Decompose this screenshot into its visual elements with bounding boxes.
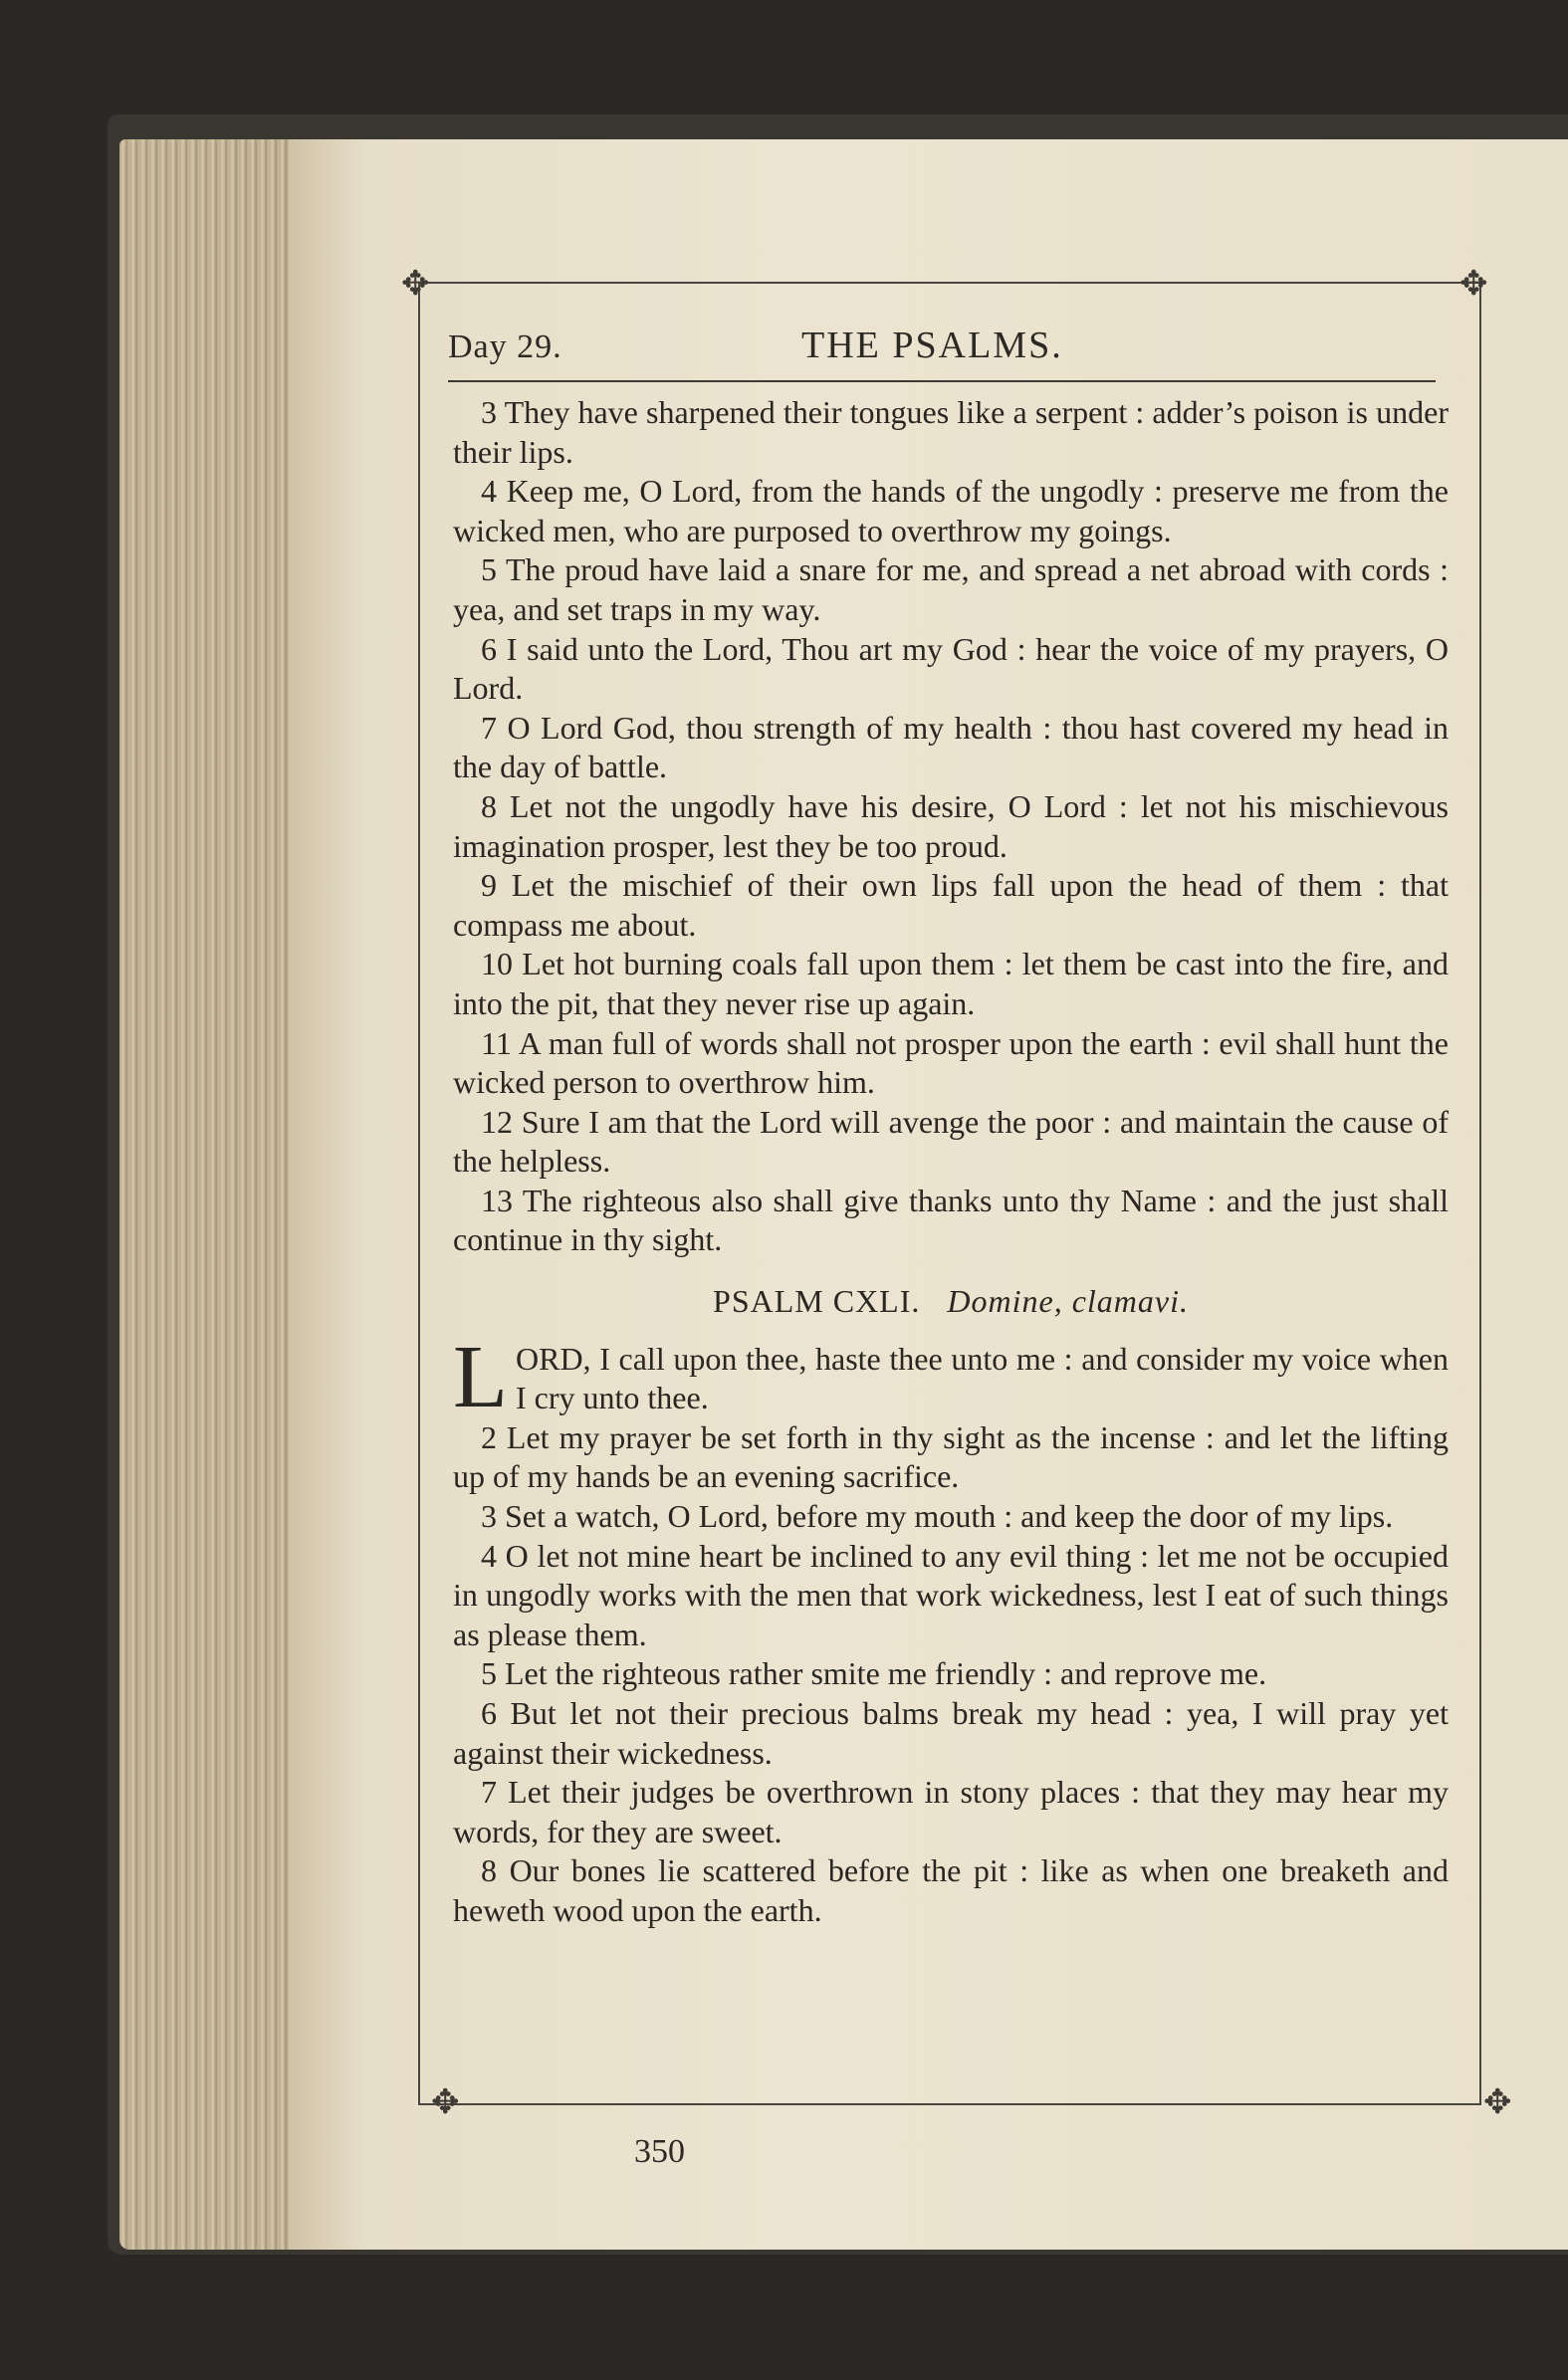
- verse: 5 The proud have laid a snare for me, and spread a net abroad with cords : yea, and set traps in my way.: [453, 551, 1449, 627]
- verse: 7 Let their judges be overthrown in stony places : that they may hear my words, for they are sweet.: [453, 1774, 1449, 1849]
- psalm-heading: [453, 1282, 1449, 1322]
- corner-ornament-icon: ✥: [401, 264, 430, 304]
- first-verse-text: ORD, I call upon thee, haste thee unto me : and consider my voice when I cry unto thee.: [515, 1340, 1449, 1416]
- verse: 3 They have sharpened their tongues like a serpent : adder’s poison is under their lips.: [453, 394, 1449, 470]
- verse: 11 A man full of words shall not prosper upon the earth : evil shall hunt the wicked person to overthrow him.: [453, 1024, 1449, 1101]
- page-body: [453, 393, 1449, 1931]
- verse: 3 Set a watch, O Lord, before my mouth : and keep the door of my lips.: [481, 1498, 1394, 1535]
- corner-ornament-icon: ✥: [1483, 2082, 1512, 2122]
- verse: 2 Let my prayer be set forth in thy sight as the incense : and let the lifting up of my hands be an evening sacrifice.: [453, 1418, 1449, 1495]
- drop-cap: L: [453, 1327, 508, 1426]
- verse: 5 Let the righteous rather smite me friendly : and reprove me.: [481, 1655, 1267, 1692]
- page-edges: [119, 139, 309, 2250]
- corner-ornament-icon: ✥: [1459, 264, 1488, 304]
- verse: 8 Our bones lie scattered before the pit : like as when one breaketh and heweth wood upon the earth.: [453, 1852, 1449, 1928]
- header-rule: [448, 380, 1436, 382]
- psalm-title: PSALM CXLI.: [713, 1283, 921, 1320]
- page-title: THE PSALMS.: [801, 325, 1063, 366]
- psalm-latin-incipit: Domine, clamavi.: [947, 1283, 1189, 1320]
- verse: 4 Keep me, O Lord, from the hands of the ungodly : preserve me from the wicked men, who are purposed to overthrow my goings.: [453, 473, 1449, 548]
- verse: 7 O Lord God, thou strength of my health : thou hast covered my head in the day of battle.: [453, 709, 1449, 785]
- verse: 8 Let not the ungodly have his desire, O Lord : let not his mischievous imagination prosper, lest they be too proud.: [453, 787, 1449, 864]
- corner-ornament-icon: ✥: [431, 2082, 460, 2122]
- verse: 4 O let not mine heart be inclined to any evil thing : let me not be occupied in ungodly works with the men that work wickedness, lest I eat of such things as please them.: [453, 1537, 1449, 1652]
- verse: 9 Let the mischief of their own lips fall upon the head of them : that compass me about.: [453, 867, 1449, 943]
- psalm-first-verse: [453, 1327, 1449, 1426]
- verse: 10 Let hot burning coals fall upon them : let them be cast into the fire, and into the pit, that they never rise up again.: [453, 946, 1449, 1021]
- verse: 6 But let not their precious balms break my head : yea, I will pray yet against their wickedness.: [453, 1695, 1449, 1771]
- day-label: Day 29.: [448, 328, 562, 365]
- verse: 12 Sure I am that the Lord will avenge the poor : and maintain the cause of the helpless.: [453, 1103, 1449, 1180]
- running-header: [448, 324, 1444, 383]
- verse: 6 I said unto the Lord, Thou art my God : hear the voice of my prayers, O Lord.: [453, 630, 1449, 707]
- verse: 13 The righteous also shall give thanks unto thy Name : and the just shall continue in thy sight.: [453, 1182, 1449, 1258]
- page-number: 350: [634, 2133, 685, 2170]
